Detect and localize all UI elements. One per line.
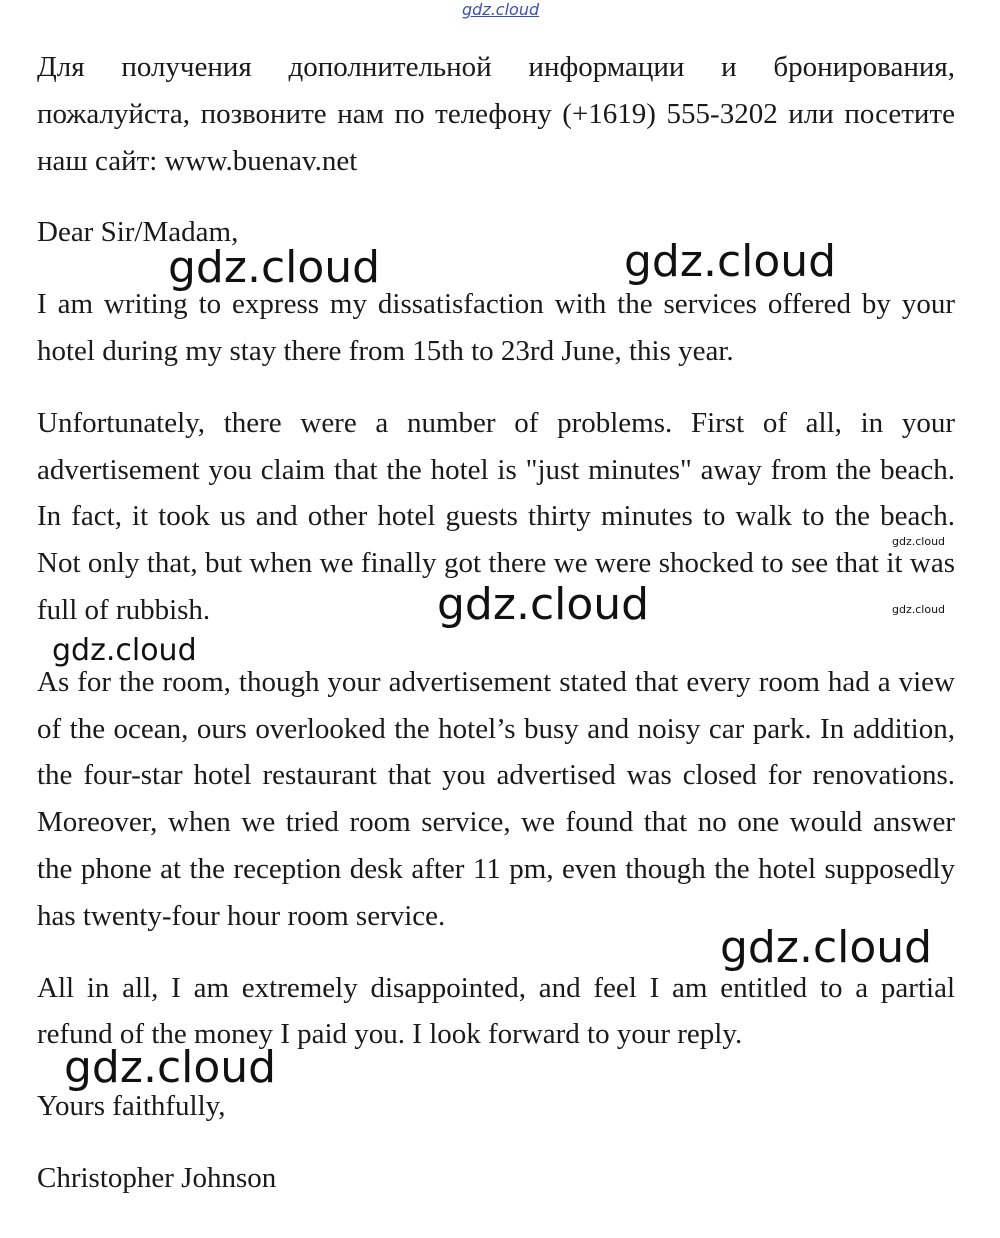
watermark: gdz.cloud (624, 236, 837, 287)
watermark: gdz.cloud (892, 603, 946, 616)
closing: Yours faithfully, (37, 1090, 226, 1123)
watermark: gdz.cloud (52, 633, 197, 668)
body-paragraph-1: I am writing to express my dissatisfaction with the services offered by your hotel during my stay there from 15th to 23rd June, this year. (37, 288, 955, 367)
watermark: gdz.cloud (720, 922, 933, 973)
signature: Christopher Johnson (37, 1161, 277, 1194)
watermark: gdz.cloud (64, 1042, 277, 1093)
body-paragraph-2: Unfortunately, there were a number of problems. First of all, in your advertisement you claim that the hotel is "just minutes" away from the beach. In fact, it took us and other hotel guests thirty minutes to walk to the beach. Not only that, but when we finally got there we were shocked to see that it was full of rubbish. (37, 406, 955, 626)
body-paragraph-4: All in all, I am extremely disappointed, and feel I am entitled to a partial refund of the money I paid you. I look forward to your reply. (37, 971, 955, 1051)
letter-document (37, 44, 955, 1227)
watermark: gdz.cloud (437, 579, 650, 630)
watermark-top: gdz.cloud (462, 0, 540, 19)
watermark: gdz.cloud (892, 535, 946, 548)
body-paragraph-3: As for the room, though your advertisement stated that every room had a view of the ocean, ours overlooked the hotel’s busy and noisy car park. In addition, the four-star hotel restaurant that you advertised was closed for renovations. Moreover, when we tried room service, we found that no one would answer the phone at the reception desk after 11 pm, even though the hotel supposedly has twenty-four hour room service. (37, 665, 955, 932)
greeting: Dear Sir/Madam, (37, 216, 239, 249)
intro-paragraph: Для получения дополнительной информации и бронирования, пожалуйста, позвоните нам по телефону (+1619) 555-3202 или посетите наш сайт: www.buenav.net (37, 51, 955, 177)
watermark: gdz.cloud (168, 242, 381, 293)
